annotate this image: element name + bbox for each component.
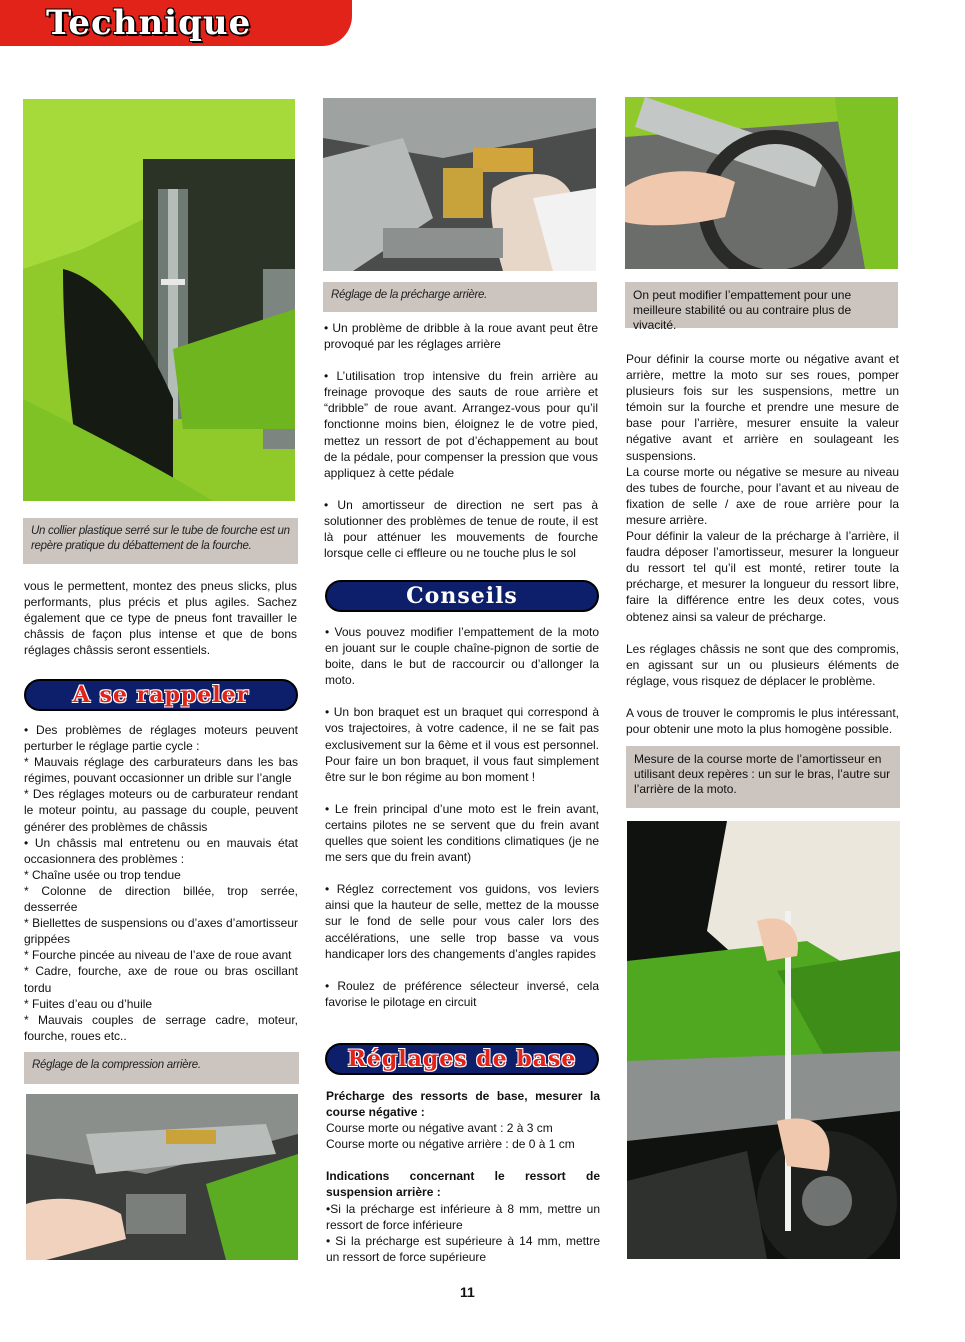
caption-rear-preload: Réglage de la précharge arrière. — [323, 282, 597, 312]
photo-compression — [26, 1094, 298, 1260]
caption-compression: Réglage de la compression arrière. — [24, 1052, 299, 1084]
base-spring-title — [326, 1168, 600, 1200]
conseil-3: • Le frein principal d’une moto est le frein avant, certains pilotes ne se servent que du frein avant quelles que soient les conditions climatiques (je ne me sers que du frein avant) — [325, 801, 599, 865]
rear-preload-illustration — [323, 98, 596, 271]
photo-fork-collar — [23, 99, 295, 501]
caption-sag-measure: Mesure de la course morte de l’amortisseur en utilisant deux repères : un sur le bras, l’autre sur l’arrière de la moto. — [626, 746, 900, 808]
col3-text — [626, 351, 899, 753]
col2-conseils — [325, 624, 599, 1026]
reminder-list-text: • Des problèmes de réglages moteurs peuvent perturber le réglage partie cycle : * Mauvais réglage des carburateurs dans les bas régimes, pouvant occasionner un drible sur l’angle * Des réglages moteurs ou de carburateur rendant le moteur pointu, au passage du couple, peuvent générer des problèmes de châssis • Un châssis mal entretenu ou en mauvais état occasionnera des problèmes : * Chaîne usée ou trop tendue * Colonne de direction billée, trop serrée, desserrée * Biellettes de suspensions ou d’axes d’amortisseur grippées * Fourche pincée au niveau de l’axe de roue avant * Cadre, fourche, axe de roue ou bras oscillant tordu * Fuites d’eau ou d’huile * Mauvais couples de serrage cadre, moteur, fourche, roues etc.. — [24, 723, 298, 1043]
base-rear-sag: Course morte ou négative arrière : de 0 à 1 cm — [326, 1137, 575, 1152]
col3-p2: Les réglages châssis ne sont que des compromis, en agissant sur un ou plusieurs éléments de réglage, vous risquez de déplacer le problème. — [626, 641, 899, 688]
section-title: Technique — [46, 3, 252, 43]
caption-fork-collar: Un collier plastique serré sur le tube de fourche est un repère pratique du débattement de la fourche. — [23, 518, 298, 564]
conseil-1: • Vous pouvez modifier l’empattement de la moto en jouant sur le couple chaîne-pignon de sortie de boite, dans le but de raccourcir ou d’allonger la moto. — [325, 625, 599, 688]
col2-p1: • Un problème de dribble à la roue avant peut être provoqué par les réglages arrière — [324, 321, 598, 352]
col2-text-top — [324, 320, 598, 577]
heading-a-se-rappeler: A se rappeler — [24, 679, 298, 711]
conseil-4: • Réglez correctement vos guidons, vos leviers ainsi que la hauteur de selle, mettez de la mousse sur le fond de selle pour vous caler lors des accélérations, une selle trop basse va vous handicaper lors des changements d’angles rapides — [325, 882, 599, 961]
caption-wheelbase: On peut modifier l’empattement pour une meilleure stabilité ou au contraire plus de vivacité. — [625, 282, 898, 328]
wheelbase-illustration — [625, 97, 898, 269]
heading-reglages-de-base: Réglages de base — [325, 1043, 599, 1075]
base-spring-title-text: Indications concernant le ressort de suspension arrière : — [326, 1169, 600, 1200]
conseil-5: • Roulez de préférence sélecteur inversé, cela favorise le pilotage en circuit — [325, 978, 599, 1009]
header-banner — [0, 0, 352, 46]
col2-base — [326, 1088, 600, 1281]
base-preload-title — [326, 1088, 600, 1120]
photo-sag-measure — [627, 821, 900, 1259]
heading-conseils: Conseils — [325, 580, 599, 612]
sag-measure-illustration — [627, 821, 900, 1259]
base-preload-title-text: Précharge des ressorts de base, mesurer la course négative : — [326, 1089, 600, 1120]
photo-rear-preload — [323, 98, 596, 271]
col2-p2: • L’utilisation trop intensive du frein arrière au freinage provoque des sauts de roue arrière et “dribble” de roue avant. Arrangez-vous pour qu’il fonctionne moins bien, éloignez le de votre pied, mettez un ressort de pot d’échappement au bout de la pédale, pour compenser la pression que vous appliquez à cette pédale — [324, 369, 598, 480]
col1-intro-text: vous le permettent, montez des pneus slicks, plus performants, plus précis et plus agiles. Sachez également que ce type de pneus font travailler le châssis de façon plus intense et que de bons réglages châssis seront essentiels. — [24, 579, 297, 658]
col1-intro — [24, 578, 297, 674]
compression-illustration — [26, 1094, 298, 1260]
base-front-sag: Course morte ou négative avant : 2 à 3 cm — [326, 1121, 553, 1136]
col2-p3: • Un amortisseur de direction ne sert pas à solutionner des problèmes de tenue de route, il est là pour atténuer les mouvements de fourche lorsque celle ci effleure ou ne touche plus le sol — [324, 497, 598, 561]
base-spring-higher: • Si la précharge est supérieure à 14 mm, mettre un ressort de force supérieure — [326, 1233, 600, 1264]
page-number: 11 — [460, 1284, 475, 1300]
photo-wheelbase — [625, 97, 898, 269]
col1-reminder-list — [24, 722, 298, 1060]
col3-p1: Pour définir la course morte ou négative avant et arrière, mettre la moto sur ses roues, pomper plusieurs fois sur les suspensions, mettre un témoin sur la fourche et prendre une mesure de base pour l’arrière, mesurer ensuite la valeur négative avant et arrière en soulageant les suspensions. La course morte ou négative se mesure au niveau des tubes de fourche, pour l’avant et au niveau de fixation de selle / axe de roue arrière pour la mesure arrière. Pour définir la valeur de la précharge à l’arrière, il faudra déposer l’amortisseur, mesurer la longueur du ressort tel qu’il est monté, retirer toute la précharge, et mesurer la longueur du ressort libre, faire la différence entre les deux cotes, vous obtenez ainsi sa valeur de précharge. — [626, 352, 899, 624]
base-spring-lower: •Si la précharge est inférieure à 8 mm, mettre un ressort de force inférieure — [326, 1201, 600, 1232]
fork-collar-illustration — [23, 99, 295, 501]
conseil-2: • Un bon braquet est un braquet qui correspond à vos trajectoires, à votre cadence, il ne se fait pas exclusivement sur la 6ème et il vous est personnel. Pour faire un bon braquet, il vous faut simplement être sur le bon régime au bon moment ! — [325, 705, 599, 784]
col3-p3: A vous de trouver le compromis le plus intéressant, pour obtenir une moto la plus homogène possible. — [626, 705, 899, 736]
